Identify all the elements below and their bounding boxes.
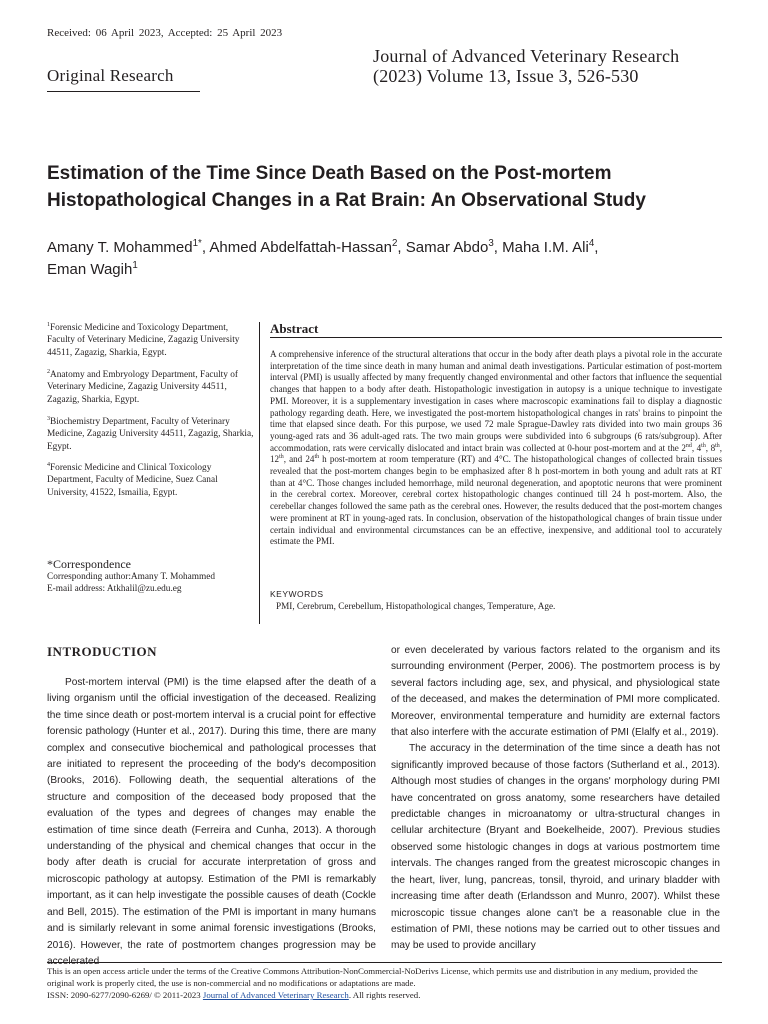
author-name: Maha I.M. Ali (502, 239, 589, 256)
keywords-heading: KEYWORDS (270, 589, 324, 599)
article-type-underline (47, 91, 200, 92)
corresponding-email[interactable]: E-mail address: Atkhalil@zu.edu.eg (47, 583, 182, 594)
author-name: Amany T. Mohammed (47, 239, 193, 256)
footer (47, 965, 722, 1001)
author-list: Amany T. Mohammed$^{1*}$, Ahmed Abdelfattah-Hassan$^2$, Samar Abdo$^3$, Maha I.M. Ali$^4$, Eman Wagih$^1$ (47, 238, 599, 278)
affiliation-sup: 3 (47, 415, 51, 422)
author-name: Eman Wagih (47, 261, 133, 278)
license-text: This is an open access article under the terms of the Creative Commons Attribution-NonCommercial-NoDerivs License, which permits use and distribution in any medium, provided the original work is properly cited, the use is non-commercial and no modifications or adaptations are made. (47, 966, 698, 988)
ordinal-sup: nd (685, 442, 692, 449)
abstract-text (270, 349, 722, 548)
column-divider (259, 322, 260, 624)
affiliation (47, 369, 257, 406)
affiliation-sup: 4 (47, 461, 51, 468)
affiliation-text: Forensic Medicine and Toxicology Department, Faculty of Veterinary Medicine, Zagazig University 44511, Zagazig, Sharkia, Egypt. (47, 323, 240, 358)
abstract-part: , 12 (270, 442, 723, 465)
abstract-part: , 8 (705, 442, 716, 453)
affiliation-sup: 2 (47, 368, 51, 375)
correspondence-heading: *Correspondence (47, 557, 131, 571)
journal-name: Journal of Advanced Veterinary Research (373, 46, 680, 66)
article-type: Original Research (47, 66, 174, 85)
introduction-heading: INTRODUCTION (47, 644, 158, 659)
ordinal-sup: th (715, 442, 720, 449)
paragraph: or even decelerated by various factors related to the organism and its surrounding environment (Perper, 2006). The postmortem process is by several factors including age, sex, and physical, and physiological state of the deceased, and makes the determination of PMI more complicated. Moreover, environmental temperature and humidity are external factors that also interfere with the accurate estimation of PMI (Elalfy et al., 2019). (391, 645, 720, 739)
affiliation-sup: 1 (47, 321, 51, 328)
keywords-text: PMI, Cerebrum, Cerebellum, Histopathological changes, Temperature, Age. (276, 601, 556, 611)
journal-link[interactable]: Journal of Advanced Veterinary Research (202, 990, 349, 1000)
received-accepted-dates: Received: 06 April 2023, Accepted: 25 April 2023 (47, 27, 283, 39)
journal-issue: (2023) Volume 13, Issue 3, 526-530 (373, 66, 639, 86)
abstract-part: , 4 (691, 442, 702, 453)
ordinal-sup: th (701, 442, 706, 449)
author-affil-sup: 1* (192, 238, 202, 249)
affiliation (47, 322, 257, 359)
abstract-part: h post-mortem at room temperature (RT) and 4°C. The histopathological changes of collected brain tissues revealed that the post-mortem changes begin to be emphasized after 8 h post-mortem in both young and adult rats at RT than at 4°C. Those changes included hemorrhage, mild neuronal degeneration, and apoptotic neurons that were prominent in the cerebral cortex. Moreover, cerebral cortex histopathologic changes continued till 24 h post-mortem. Also, the cerebellar changes followed the same path as the cerebral ones. However, the results deduced that the post-mortem changes were prominent at RT in young-aged rats. In conclusion, observation of the histopathological changes of brain tissue under certain individual and environmental circumstances can be an effective, inexpensive, and additional tool to accurately estimate the PMI. (270, 454, 723, 547)
issn-line (47, 989, 722, 1001)
correspondence-block (47, 572, 215, 595)
ordinal-sup: th (279, 454, 284, 461)
author-name: Samar Abdo (405, 239, 489, 256)
paragraph: Post-mortem interval (PMI) is the time elapsed after the death of a living organism until the official investigation of the deceased. Realizing the time since death or post-mortem interval is a crucial point for effective forensic pathology (Hunter et al., 2017). During this time, there are many complex and consecutive biochemical and pathological processes that are initiated to represent the proceeding of the body's decomposition (Brooks, 2016). Following death, the sequential alterations of the structure and composition of the deceased body proposed that the evaluation of the types and degrees of changes may enable the estimation of time since death (Ferreira and Cunha, 2013). A thorough understanding of the physical and chemical changes that occur in the body after death is crucial for accurate interpretation of gross and microscopic pathology at autopsy. Estimation of the PMI is remarkably important, as it can help investigate the possible causes of death (Cockle and Bell, 2015). The estimation of the PMI is important in many humans and is similarly relevant in some animal forensic investigations (Brooks, 2016). However, the rate of postmortem changes progression may be (47, 677, 376, 951)
rights-text: . All rights reserved. (348, 990, 421, 1000)
author-affil-sup: 2 (391, 238, 398, 249)
article-title: Estimation of the Time Since Death Based on the Post-mortem Histopathological Changes in a Rat Brain: An Observational Study (47, 163, 646, 211)
body-column-right (391, 643, 720, 955)
affiliation-text: Biochemistry Department, Faculty of Veterinary Medicine, Zagazig University 44511, Zagazig, Sharkia, Egypt. (47, 417, 254, 452)
affiliation-text: Forensic Medicine and Clinical Toxicology Department, Faculty of Medicine, Suez Canal University, 41522, Ismailia, Egypt. (47, 463, 218, 498)
abstract-part: , and 24 (283, 454, 315, 465)
abstract-heading: Abstract (270, 321, 319, 336)
author-affil-sup: 1 (132, 260, 138, 271)
journal-citation (373, 46, 679, 86)
corresponding-author: Corresponding author:Amany T. Mohammed (47, 572, 216, 582)
issn-text: ISSN: 2090-6277/2090-6269/ © 2011-2023 (47, 990, 203, 1000)
abstract-part: A comprehensive inference of the structural alterations that occur in the body after death plays a pivotal role in the accurate interpretation of the time since death in many human and animal death investigations. Particular estimation of post-mortem interval (PMI) is usually affected by many frequently changed environmental and other factors that influence the sequential changes that happen to a body after death. Histopathologic investigation in autopsy is a unique technique to investigate PMI. Moreover, it is a supplementary investigation in cases where macroscopic examinations fail to display a diagnostic pathology regarding death. Here, we investigated the post-mortem histopathological changes in rats' brains to pinpoint the time that elapsed since death. For this purpose, we used 72 male Sprague-Dawley rats divided into two main groups 36 young-aged rats and 36 adult-aged rats. The two main groups were subdivided into 6 subgroups (6 rats/subgroup). After accommodation, rats were cervically dislocated and intact brain was collected at 0-hour post-mortem and at the 2 (270, 349, 722, 453)
author-affil-sup: 4 (588, 238, 595, 249)
footer-rule (47, 962, 722, 963)
author-affil-sup: 3 (488, 238, 494, 249)
affiliation (47, 416, 257, 453)
abstract-rule (270, 337, 722, 338)
paragraph: The accuracy in the determination of the time since a death has not significantly improved because of those factors (Sutherland et al., 2013). Although most studies of changes in the organs' morphology during PMI have concentrated on gross anatomy, some researchers have detailed predictable changes in microanatomy or ultra-structural changes in cellular architecture (Bryant and Boekelheide, 2007). Previous studies observed some histologic changes in dogs at various postmortem time intervals. The changes ranged from the greatest microscopic changes in the heart, liver, lung, pancreas, tonsil, thyroid, and urinary bladder with increasing time after death (Erlandsson and Munro, 2007). Whilst these microscopic tissue changes alone can't be a reasonable clue in the estimation of PMI, these notions may be carried out to other tissues and may be used to provide ancillary (391, 743, 720, 952)
body-column-left (47, 675, 376, 970)
author-name: Ahmed Abdelfattah-Hassan (209, 239, 392, 256)
ordinal-sup: th (314, 454, 320, 461)
affiliation (47, 462, 257, 499)
affiliation-text: Anatomy and Embryology Department, Faculty of Veterinary Medicine, Zagazig University 44511, Zagazig, Sharkia, Egypt. (47, 370, 238, 405)
